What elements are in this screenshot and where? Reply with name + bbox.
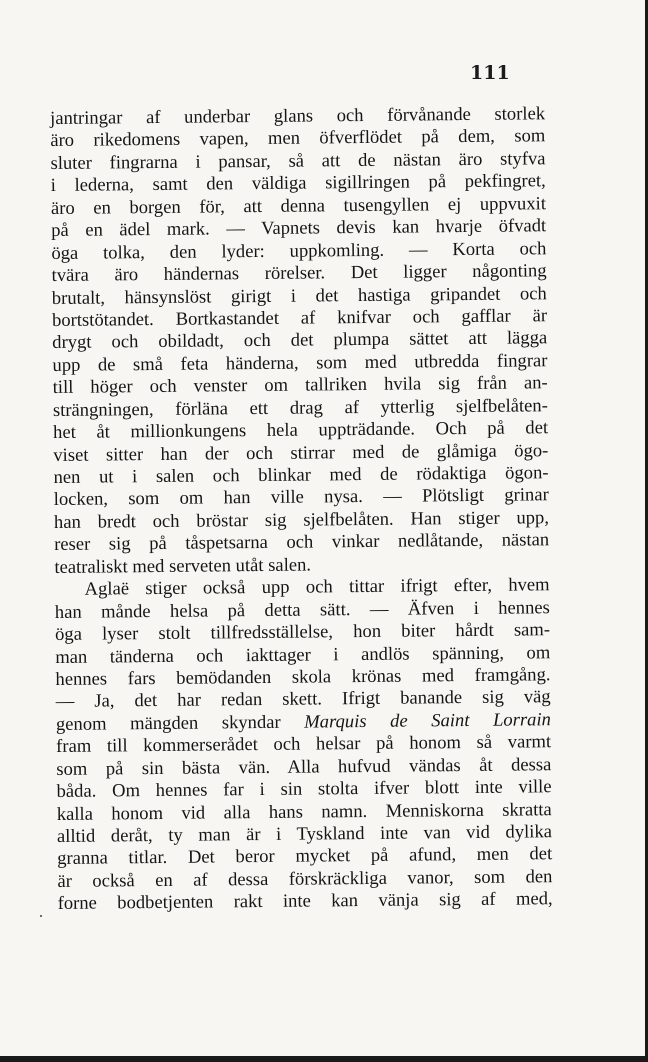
- text-line: viset sitter han der och stirrar med de glåmiga ögo-: [53, 439, 549, 466]
- text-line: forne bodbetjenten rakt inte kan vänja sig af med,: [57, 888, 553, 915]
- text-line: till höger och venster om tallriken hvila sig från an-: [52, 372, 548, 399]
- text-line: het åt millionkungens hela uppträdande. Och på det: [53, 417, 549, 444]
- text-line: kalla honom vid alla hans namn. Menniskorna skratta: [56, 798, 552, 825]
- text-segment: genom mängden skyndar: [55, 711, 305, 735]
- text-line: äro en borgen för, att denna tusengyllen ej uppvuxit: [50, 192, 547, 219]
- text-line: som på sin bästa vän. Alla hufvud vändas åt dessa: [56, 753, 552, 780]
- text-line: äro rikedomens vapen, men öfverflödet på dem, som: [50, 125, 546, 152]
- text-line: granna titlar. Det beror mycket på afund, men det: [57, 843, 553, 870]
- page-bottom-edge: [0, 1056, 648, 1062]
- text-line: hennes fars bemödanden skola krönas med framgång.: [55, 664, 551, 690]
- text-line: tvära äro händernas rörelser. Det ligger någonting: [51, 260, 547, 287]
- text-line: bortstötandet. Bortkastandet af knifvar och gafflar är: [51, 305, 548, 331]
- text-line: jantringar af underbar glans och förvånande storlek: [50, 103, 546, 129]
- page-number: 111: [470, 62, 510, 84]
- text-line: öga tolka, den lyder: uppkomling. — Korta och: [51, 237, 547, 264]
- text-line: man tänderna och iakttager i andlös spänning, om: [55, 641, 551, 668]
- text-line: är också en af dessa förskräckliga vanor, som den: [57, 866, 553, 892]
- text-line: drygt och obildadt, och det plumpa sättet att lägga: [52, 327, 548, 354]
- text-line: fram till kommerserådet och helsar på honom så varmt: [56, 731, 552, 758]
- text-line: reser sig på tåspetsarna och vinkar nedlåtande, nästan: [54, 529, 550, 556]
- text-line: — Ja, det har redan skett. Ifrigt banande sig väg: [55, 686, 551, 713]
- text-line: i lederna, samt den väldiga sigillringen på pekfingret,: [50, 170, 546, 197]
- text-line-paragraph-end: teatraliskt med serveten utåt salen.: [54, 554, 312, 578]
- text-line: locken, som om han ville nysa. — Plötsligt grinar: [53, 484, 549, 511]
- text-line: alltid deråt, ty man är i Tyskland inte van vid dylika: [56, 821, 553, 847]
- text-line: upp de små feta händerna, som med utbredda fingrar: [52, 350, 548, 376]
- text-line: sluter fingrarna i pansar, så att de nästan äro styfva: [50, 148, 546, 174]
- text-line: strängningen, förläna ett drag af ytterlig sjelfbelåten-: [52, 394, 548, 421]
- italic-name: Marquis de Saint Lorrain: [304, 709, 551, 733]
- text-line-paragraph-start: Aglaë stiger också upp och tittar ifrigt efter, hvem: [84, 574, 550, 600]
- body-text: [50, 103, 553, 915]
- text-line: brutalt, hänsynslöst girigt i det hastiga gripandet och: [51, 282, 547, 309]
- text-line: nen ut i salen och blinkar med de rödaktiga ögon-: [53, 462, 549, 488]
- ink-speck: [40, 915, 42, 917]
- text-line: på en ädel mark. — Vapnets devis kan hvarje öfvadt: [51, 215, 547, 242]
- text-line: han bredt och bröstar sig sjelfbelåten. Han stiger upp,: [53, 507, 550, 533]
- text-line: båda. Om hennes far i sin stolta ifver blott inte ville: [56, 776, 552, 803]
- text-line: öga lyser stolt tillfredsställelse, hon biter hårdt sam-: [54, 619, 551, 646]
- text-line: han månde helsa på detta sätt. — Äfven i hennes: [54, 596, 550, 623]
